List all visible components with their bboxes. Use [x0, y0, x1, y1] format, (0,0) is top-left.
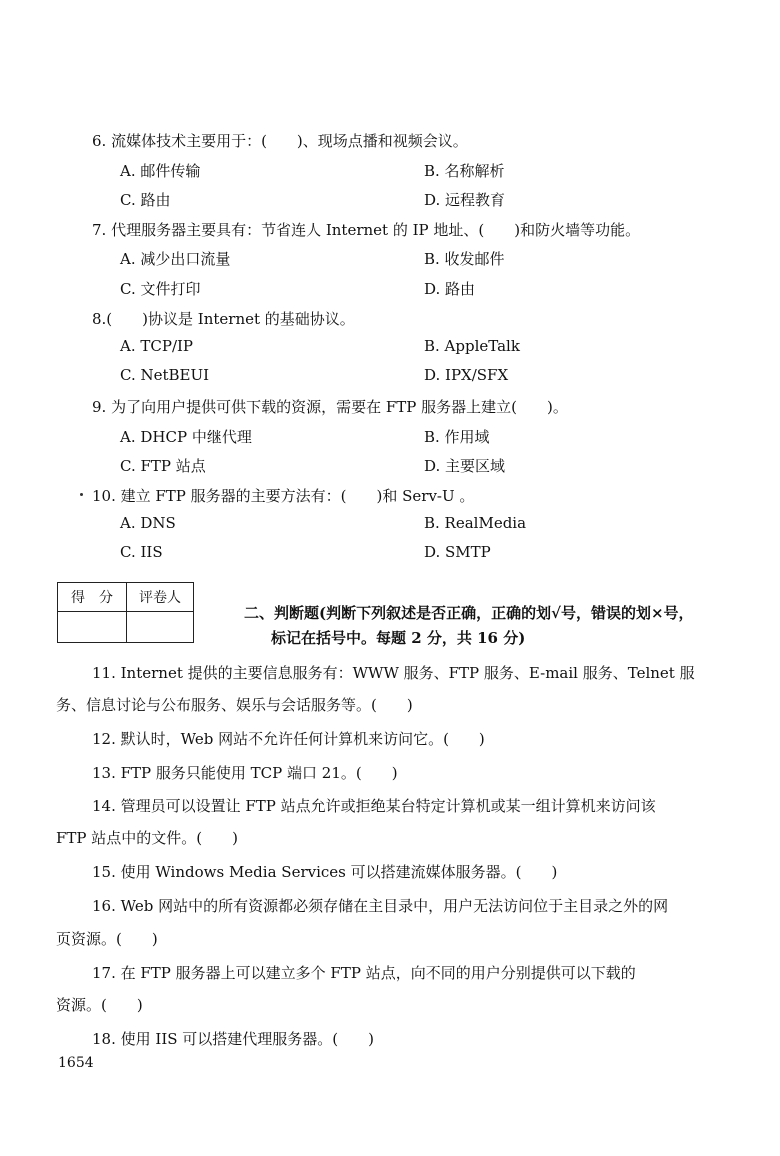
option-a: A. DNS [120, 514, 176, 532]
question-16-line2: 页资源。( ) [56, 930, 158, 948]
section-instructions: 标记在括号中。每题 2 分，共 16 分) [271, 629, 526, 647]
page-number: 1654 [58, 1055, 94, 1071]
question-17-line2: 资源。( ) [56, 996, 143, 1014]
option-c: C. NetBEUI [120, 366, 210, 384]
option-c: C. IIS [120, 543, 163, 561]
option-d: D. IPX/SFX [424, 366, 509, 384]
option-a: A. TCP/IP [120, 337, 194, 355]
question-14-line2: FTP 站点中的文件。( ) [56, 829, 238, 847]
option-c: C. FTP 站点 [120, 457, 206, 475]
grader-header: 评卷人 [127, 583, 194, 612]
question-16-line1: 16. Web 网站中的所有资源都必须存储在主目录中，用户无法访问位于主目录之外的网 [92, 897, 669, 915]
question-10: 10. 建立 FTP 服务器的主要方法有：( )和 Serv-U 。 [92, 487, 475, 505]
question-13: 13. FTP 服务只能使用 TCP 端口 21。( ) [92, 764, 398, 782]
question-15: 15. 使用 Windows Media Services 可以搭建流媒体服务器。( ) [92, 863, 558, 881]
question-18: 18. 使用 IIS 可以搭建代理服务器。( ) [92, 1030, 374, 1048]
question-14-line1: 14. 管理员可以设置让 FTP 站点允许或拒绝某台特定计算机或某一组计算机来访问该 [92, 797, 656, 815]
question-8: 8.( )协议是 Internet 的基础协议。 [92, 310, 355, 328]
question-11-line2: 务、信息讨论与公布服务、娱乐与会话服务等。( ) [56, 696, 413, 714]
option-b: B. RealMedia [424, 514, 527, 532]
option-d: D. SMTP [424, 543, 491, 561]
score-header: 得 分 [58, 583, 127, 612]
option-a: A. 邮件传输 [120, 162, 201, 180]
score-cell [58, 612, 127, 643]
section-title: 二、判断题(判断下列叙述是否正确，正确的划√号，错误的划×号， [244, 604, 694, 622]
option-d: D. 主要区域 [424, 457, 506, 475]
option-a: A. 减少出口流量 [120, 250, 231, 268]
question-7: 7. 代理服务器主要具有：节省连人 Internet 的 IP 地址、( )和防火墙等功能。 [92, 221, 641, 239]
score-box [57, 582, 194, 643]
question-11-line1: 11. Internet 提供的主要信息服务有：WWW 服务、FTP 服务、E-mail 服务、Telnet 服 [92, 664, 695, 682]
question-9: 9. 为了向用户提供可供下载的资源，需要在 FTP 服务器上建立( )。 [92, 398, 568, 416]
option-b: B. AppleTalk [424, 337, 520, 355]
question-12: 12. 默认时，Web 网站不允许任何计算机来访问它。( ) [92, 730, 485, 748]
option-b: B. 作用域 [424, 428, 490, 446]
option-b: B. 名称解析 [424, 162, 505, 180]
question-6: 6. 流媒体技术主要用于：( )、现场点播和视频会议。 [92, 132, 468, 150]
option-b: B. 收发邮件 [424, 250, 505, 268]
question-17-line1: 17. 在 FTP 服务器上可以建立多个 FTP 站点，向不同的用户分别提供可以下载的 [92, 964, 636, 982]
option-c: C. 文件打印 [120, 280, 201, 298]
option-d: D. 远程教育 [424, 191, 506, 209]
grader-cell [127, 612, 194, 643]
scan-speck [80, 493, 83, 496]
option-a: A. DHCP 中继代理 [120, 428, 252, 446]
option-c: C. 路由 [120, 191, 171, 209]
option-d: D. 路由 [424, 280, 476, 298]
